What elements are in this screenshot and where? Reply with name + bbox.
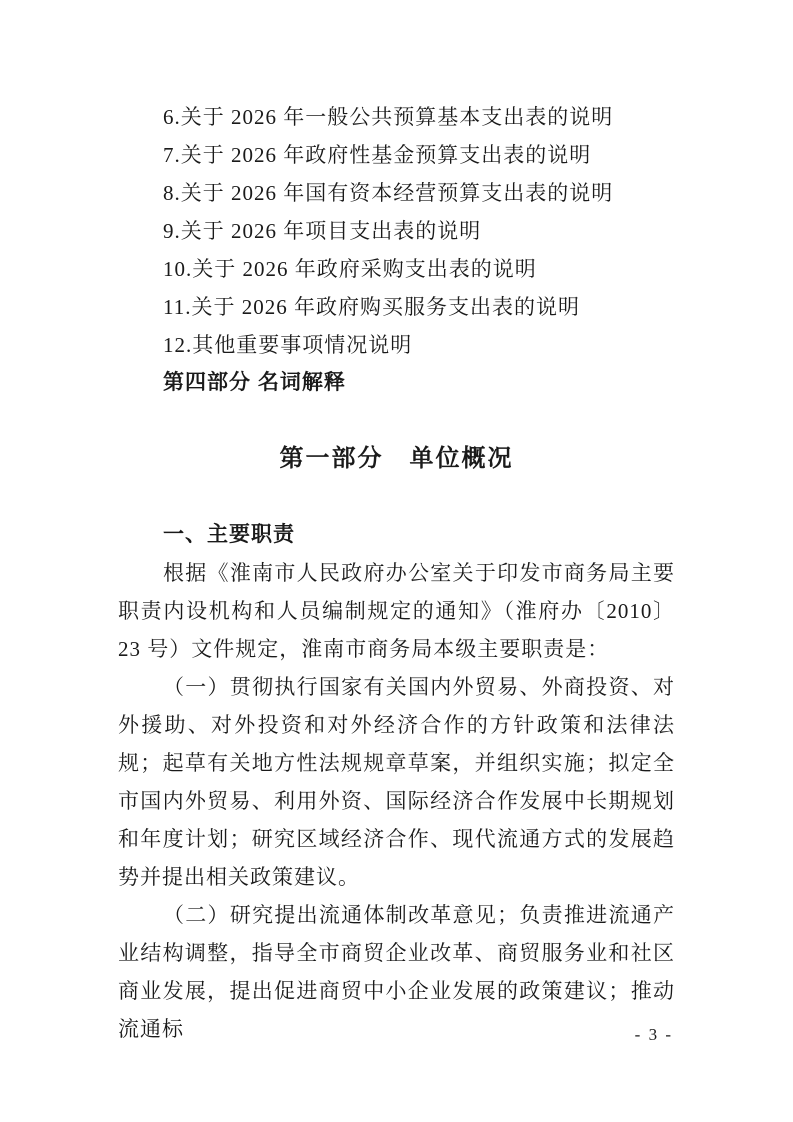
section-title: 第一部分 单位概况 [279,445,514,472]
paragraph: （一）贯彻执行国家有关国内外贸易、外商投资、对外援助、对外投资和对外经济合作的方针政策和法律法规；起草有关地方性法规规章草案，并组织实施；拟定全市国内外贸易、利用外资、国际经济合作发展中长期规划和年度计划；研究区域经济合作、现代流通方式的发展趋势并提出相关政策建议。 [118,675,675,889]
subsection-title: 一、主要职责 [163,523,295,546]
toc-item: 9.关于 2026 年项目支出表的说明 [163,219,482,243]
paragraph: 根据《淮南市人民政府办公室关于印发市商务局主要职责内设机构和人员编制规定的通知》（淮府办〔2010〕23 号）文件规定，淮南市商务局本级主要职责是： [118,561,675,661]
toc-item: 6.关于 2026 年一般公共预算基本支出表的说明 [163,105,614,129]
toc-item: 7.关于 2026 年政府性基金预算支出表的说明 [163,143,592,167]
blank-line [118,402,675,440]
blank-line [118,478,675,516]
toc-item: 12.其他重要事项情况说明 [163,333,413,357]
toc-item: 8.关于 2026 年国有资本经营预算支出表的说明 [163,181,614,205]
page-number: - 3 - [634,1025,673,1044]
toc-item: 11.关于 2026 年政府购买服务支出表的说明 [163,295,580,319]
paragraph: （二）研究提出流通体制改革意见；负责推进流通产业结构调整，指导全市商贸企业改革、商贸服务业和社区商业发展，提出促进商贸中小企业发展的政策建议；推动流通标 [118,903,675,1041]
toc-item: 10.关于 2026 年政府采购支出表的说明 [163,257,537,281]
part4-heading: 第四部分 名词解释 [163,371,346,394]
